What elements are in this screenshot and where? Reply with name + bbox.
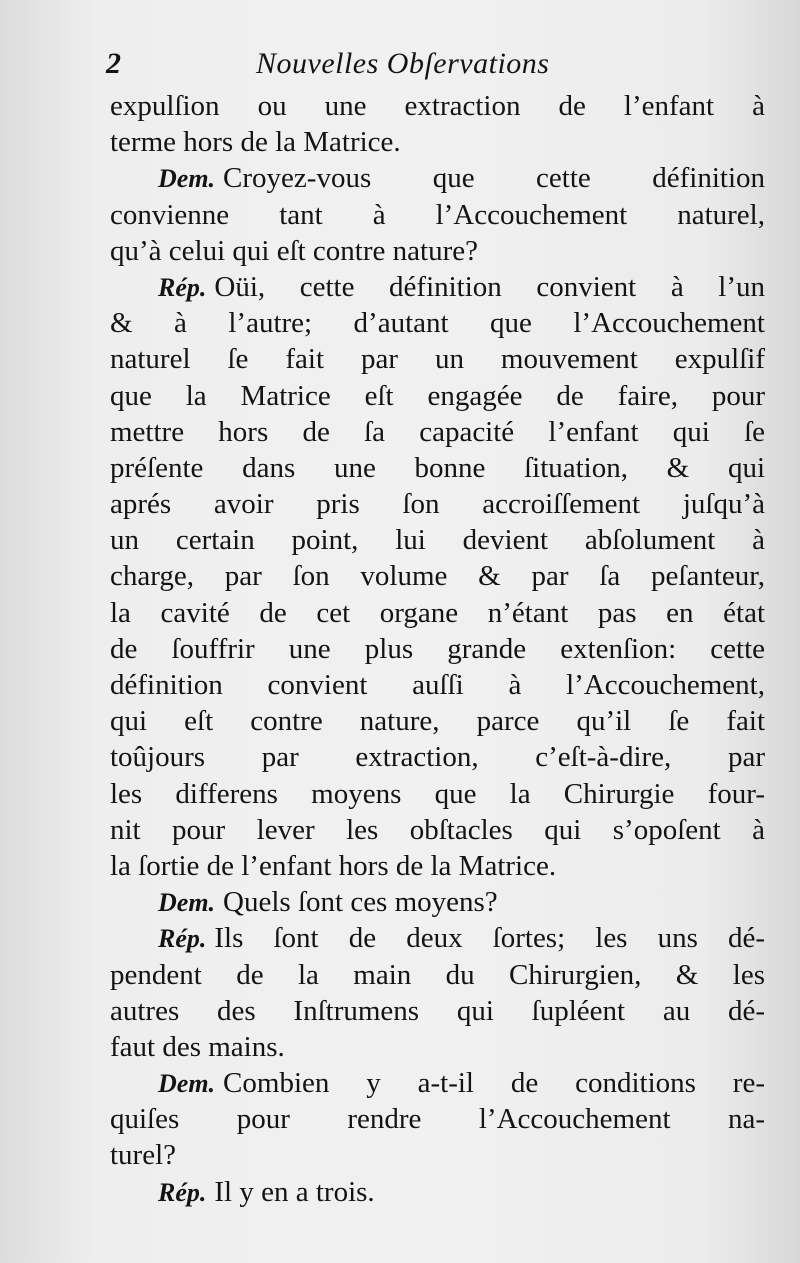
speaker-label: Rép. bbox=[158, 1177, 207, 1207]
running-title: Nouvelles Obſervations bbox=[256, 47, 550, 80]
text-line bbox=[110, 305, 765, 341]
speaker-label: Rép. bbox=[158, 272, 207, 302]
speaker-label: Dem. bbox=[158, 1069, 216, 1099]
body-text bbox=[110, 88, 765, 1210]
text-line bbox=[110, 1174, 765, 1210]
line-text: autres des Inſtrumens qui ſupléent au dé- bbox=[110, 994, 765, 1027]
line-text: & à l’autre; d’autant que l’Accouchement bbox=[110, 307, 765, 340]
line-text: aprés avoir pris ſon accroiſſement juſqu’à bbox=[110, 488, 765, 521]
line-text: terme hors de la Matrice. bbox=[110, 126, 401, 159]
line-text: Combien y a-t-il de conditions re- bbox=[223, 1067, 765, 1100]
line-text: faut des mains. bbox=[110, 1030, 285, 1063]
text-line bbox=[110, 703, 765, 739]
text-line bbox=[110, 233, 765, 269]
line-text: quiſes pour rendre l’Accouchement na- bbox=[110, 1103, 765, 1136]
line-text: turel? bbox=[110, 1139, 177, 1172]
page-header bbox=[106, 42, 706, 86]
line-text: Quels ſont ces moyens? bbox=[223, 886, 498, 919]
text-line bbox=[110, 739, 765, 775]
text-line bbox=[110, 812, 765, 848]
text-line bbox=[110, 776, 765, 812]
line-text: mettre hors de ſa capacité l’enfant qui ſe bbox=[110, 415, 765, 448]
line-text: la cavité de cet organe n’étant pas en état bbox=[110, 596, 765, 629]
line-text: pendent de la main du Chirurgien, & les bbox=[110, 958, 765, 991]
text-line bbox=[110, 884, 765, 920]
line-text: convienne tant à l’Accouchement naturel, bbox=[110, 198, 765, 231]
text-line bbox=[110, 341, 765, 377]
line-text: Ils ſont de deux ſortes; les uns dé- bbox=[214, 922, 765, 955]
text-line bbox=[110, 160, 765, 196]
line-text: la ſortie de l’enfant hors de la Matrice. bbox=[110, 849, 557, 882]
text-line bbox=[110, 124, 765, 160]
line-text: définition convient auſſi à l’Accouchement, bbox=[110, 669, 765, 701]
line-text: expulſion ou une extraction de l’enfant à bbox=[110, 90, 765, 122]
line-text: Croyez-vous que cette définition bbox=[223, 162, 765, 195]
text-line bbox=[110, 848, 765, 884]
line-text: naturel ſe fait par un mouvement expulſif bbox=[110, 343, 765, 376]
speaker-label: Dem. bbox=[158, 888, 216, 918]
text-line bbox=[110, 378, 765, 414]
text-line bbox=[110, 1101, 765, 1137]
line-text: les differens moyens que la Chirurgie four- bbox=[110, 777, 765, 810]
text-line bbox=[110, 558, 765, 594]
line-text: un certain point, lui devient abſolument à bbox=[110, 524, 765, 557]
line-text: nit pour lever les obſtacles qui s’opoſent à bbox=[110, 813, 765, 846]
speaker-label: Rép. bbox=[158, 924, 207, 954]
text-line bbox=[110, 1065, 765, 1101]
line-text: Oüi, cette définition convient à l’un bbox=[214, 270, 765, 303]
text-line bbox=[110, 595, 765, 631]
line-text: qui eſt contre nature, parce qu’il ſe fait bbox=[110, 705, 765, 738]
text-line bbox=[110, 1137, 765, 1173]
line-text: préſente dans une bonne ſituation, & qui bbox=[110, 451, 765, 484]
line-text: qu’à celui qui eſt contre nature? bbox=[110, 234, 478, 267]
text-line bbox=[110, 88, 765, 124]
text-line bbox=[110, 631, 765, 667]
text-line bbox=[110, 414, 765, 450]
line-text: toûjours par extraction, c’eſt-à-dire, par bbox=[110, 741, 765, 774]
speaker-label: Dem. bbox=[158, 164, 216, 194]
text-line bbox=[110, 450, 765, 486]
line-text: charge, par ſon volume & par ſa peſanteur, bbox=[110, 560, 765, 593]
text-line bbox=[110, 920, 765, 956]
text-line bbox=[110, 1029, 765, 1065]
page-number: 2 bbox=[106, 47, 121, 80]
line-text: de ſouffrir une plus grande extenſion: cette bbox=[110, 632, 765, 665]
text-line bbox=[110, 667, 765, 703]
line-text: Il y en a trois. bbox=[214, 1175, 375, 1208]
text-line bbox=[110, 486, 765, 522]
text-line bbox=[110, 993, 765, 1029]
text-line bbox=[110, 957, 765, 993]
line-text: que la Matrice eſt engagée de faire, pour bbox=[110, 379, 765, 412]
text-line bbox=[110, 197, 765, 233]
text-line bbox=[110, 269, 765, 305]
text-line bbox=[110, 522, 765, 558]
